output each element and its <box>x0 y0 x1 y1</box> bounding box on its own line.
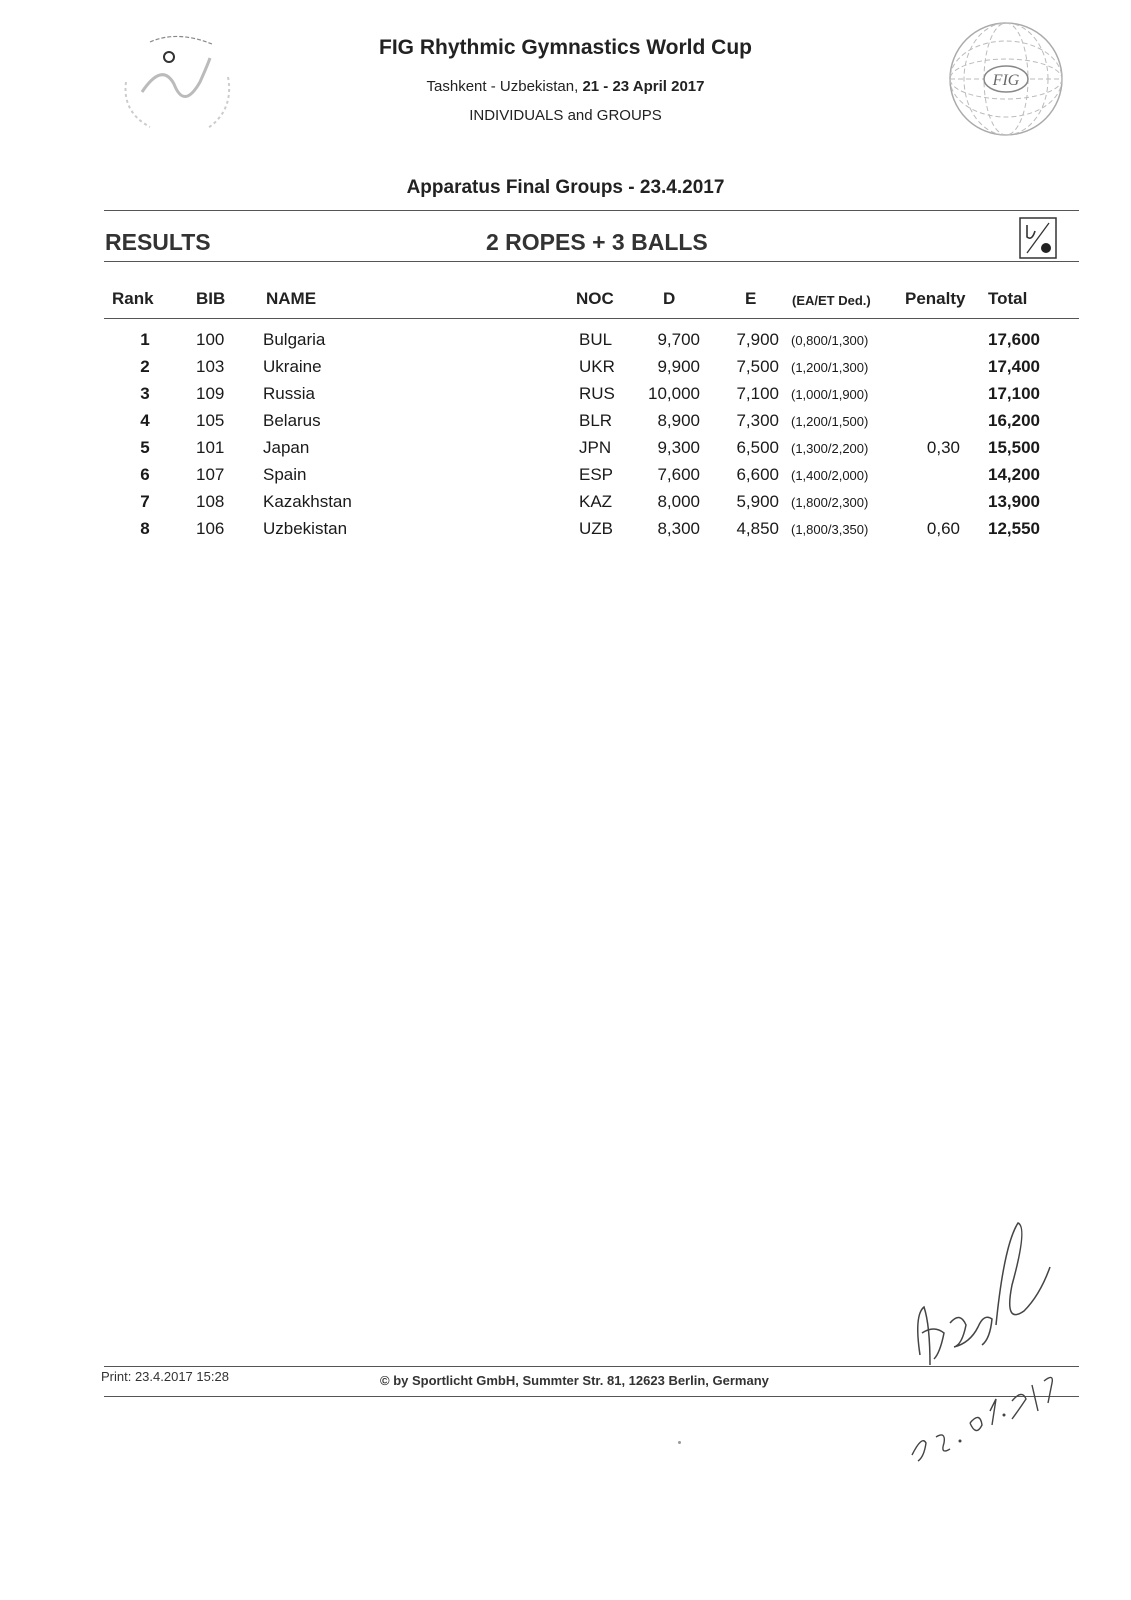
noc-cell: RUS <box>579 384 615 403</box>
column-header-penalty: Penalty <box>905 289 966 308</box>
rank-cell: 8 <box>140 519 150 538</box>
name-cell: Spain <box>263 465 307 484</box>
svg-text:FIG: FIG <box>992 72 1020 89</box>
total-cell: 17,600 <box>988 330 1040 349</box>
column-header-total: Total <box>988 289 1028 308</box>
column-header-d: D <box>663 289 676 308</box>
deduction-cell: (1,800/2,300) <box>791 495 869 510</box>
bib-cell: 105 <box>196 411 225 430</box>
penalty-cell: 0,30 <box>926 438 960 457</box>
rank-cell: 6 <box>140 465 150 484</box>
noc-cell: ESP <box>579 465 614 484</box>
d-score-cell: 9,700 <box>657 330 700 349</box>
event-title: Apparatus Final Groups - 23.4.2017 <box>406 177 725 198</box>
divider <box>104 210 1079 211</box>
name-cell: Russia <box>263 384 315 403</box>
d-score-cell: 7,600 <box>657 465 700 484</box>
e-score-cell: 6,600 <box>736 465 779 484</box>
noc-cell: JPN <box>579 438 612 457</box>
d-score-cell: 8,000 <box>657 492 700 511</box>
results-label: RESULTS <box>105 229 211 255</box>
deduction-cell: (1,000/1,900) <box>791 387 869 402</box>
bib-cell: 106 <box>196 519 225 538</box>
competition-dates: 21 - 23 April 2017 <box>582 78 705 95</box>
competition-location <box>0 78 1131 95</box>
total-cell: 15,500 <box>988 438 1040 457</box>
column-header-bib: BIB <box>196 289 226 308</box>
rank-cell: 4 <box>140 411 150 430</box>
name-cell: Belarus <box>263 411 321 430</box>
location-text: Tashkent - Uzbekistan, <box>426 78 579 95</box>
deduction-cell: (1,200/1,500) <box>791 414 869 429</box>
total-cell: 17,400 <box>988 357 1040 376</box>
copyright-notice: © by Sportlicht GmbH, Summter Str. 81, 12623 Berlin, Germany <box>380 1373 769 1388</box>
noc-cell: UZB <box>579 519 613 538</box>
d-score-cell: 8,300 <box>657 519 700 538</box>
e-score-cell: 4,850 <box>736 519 779 538</box>
noc-cell: KAZ <box>579 492 613 511</box>
rank-cell: 7 <box>140 492 150 511</box>
divider <box>104 318 1079 319</box>
column-header-deductions: (EA/ET Ded.) <box>792 293 871 308</box>
divider <box>104 261 1079 262</box>
deduction-cell: (1,200/1,300) <box>791 360 869 375</box>
bib-cell: 101 <box>196 438 225 457</box>
d-score-cell: 9,300 <box>657 438 700 457</box>
deduction-cell: (1,400/2,000) <box>791 468 869 483</box>
total-cell: 14,200 <box>988 465 1040 484</box>
rope-ball-icon <box>1019 217 1057 259</box>
e-score-cell: 7,300 <box>736 411 779 430</box>
rank-cell: 2 <box>140 357 150 376</box>
total-cell: 12,550 <box>988 519 1040 538</box>
d-score-cell: 10,000 <box>648 384 700 403</box>
total-cell: 16,200 <box>988 411 1040 430</box>
rank-cell: 1 <box>140 330 150 349</box>
column-header-noc: NOC <box>576 289 614 308</box>
bib-cell: 109 <box>196 384 225 403</box>
e-score-cell: 7,500 <box>736 357 779 376</box>
print-timestamp: Print: 23.4.2017 15:28 <box>101 1369 229 1384</box>
d-score-cell: 9,900 <box>657 357 700 376</box>
total-cell: 17,100 <box>988 384 1040 403</box>
bib-cell: 108 <box>196 492 225 511</box>
name-cell: Ukraine <box>263 357 322 376</box>
e-score-cell: 5,900 <box>736 492 779 511</box>
total-cell: 13,900 <box>988 492 1040 511</box>
noc-cell: BLR <box>579 411 613 430</box>
bib-cell: 107 <box>196 465 225 484</box>
bib-cell: 100 <box>196 330 225 349</box>
competition-title: FIG Rhythmic Gymnastics World Cup <box>379 36 752 59</box>
column-header-name: NAME <box>266 289 317 308</box>
d-score-cell: 8,900 <box>657 411 700 430</box>
penalty-cell: 0,60 <box>926 519 960 538</box>
competition-category: INDIVIDUALS and GROUPS <box>469 107 662 124</box>
rank-cell: 3 <box>140 384 150 403</box>
handwritten-signature <box>900 1215 1090 1465</box>
name-cell: Kazakhstan <box>263 492 352 511</box>
scan-speck <box>678 1441 681 1444</box>
column-header-e: E <box>745 289 757 308</box>
apparatus-label: 2 ROPES + 3 BALLS <box>486 229 708 255</box>
e-score-cell: 6,500 <box>736 438 779 457</box>
rank-cell: 5 <box>140 438 150 457</box>
name-cell: Bulgaria <box>263 330 326 349</box>
deduction-cell: (0,800/1,300) <box>791 333 869 348</box>
e-score-cell: 7,100 <box>736 384 779 403</box>
deduction-cell: (1,300/2,200) <box>791 441 869 456</box>
noc-cell: UKR <box>579 357 615 376</box>
e-score-cell: 7,900 <box>736 330 779 349</box>
deduction-cell: (1,800/3,350) <box>791 522 869 537</box>
column-header-rank: Rank <box>112 289 154 308</box>
name-cell: Japan <box>263 438 310 457</box>
name-cell: Uzbekistan <box>263 519 348 538</box>
bib-cell: 103 <box>196 357 225 376</box>
noc-cell: BUL <box>579 330 613 349</box>
